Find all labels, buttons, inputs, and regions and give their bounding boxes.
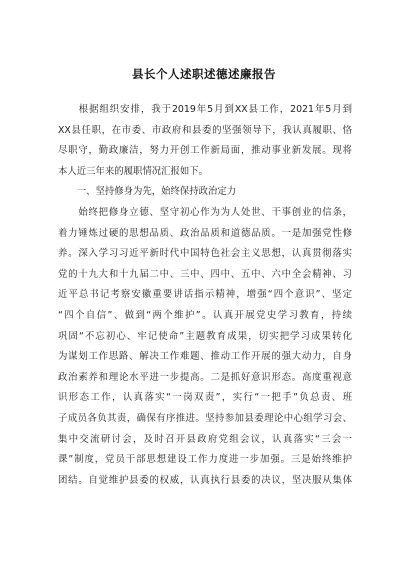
body-line: 集中交流研讨会，及时召开县政府党组会议，认真落实“三会一 [58, 433, 352, 445]
document-title: 县长个人述职述德述廉报告 [132, 67, 276, 81]
body-line: 为谋划工作思路、解决工作难题、推动工作开展的强大动力，自身 [58, 351, 352, 363]
document-body [58, 100, 352, 491]
body-line: 子成员各负其责，确保有序推进。坚持参加县委理论中心组学习会、 [58, 412, 352, 424]
body-line: 政治素养和理论水平进一步提高。二是抓好意识形态。高度重视意 [58, 371, 352, 383]
section-heading: 一、坚持修身为先，始终保持政治定力 [58, 186, 237, 198]
body-line: 近平总书记考察安徽重要讲话指示精神，增强“四个意识”、坚定 [58, 289, 352, 301]
body-line: 团结。自觉维护县委的权威，认真执行县委的决议，坚决服从集体 [58, 474, 352, 486]
body-line: XX县任职，在市委、市政府和县委的坚强领导下，我认真履职、恪 [58, 124, 352, 136]
body-line: 着力锤炼过硬的思想品质、政治品质和道德品质。一是加强党性修 [58, 227, 352, 239]
body-line: 课”制度，党员干部思想建设工作力度进一步加强。三是始终维护 [58, 454, 352, 466]
body-line: 识形态工作，认真落实“一岗双责”，实行“一把手”负总责、班 [58, 392, 352, 404]
body-line: 巩固“不忘初心、牢记使命”主题教育成果，切实把学习成果转化 [58, 330, 352, 342]
body-line: 党的十九大和十九届二中、三中、四中、五中、六中全会精神、习 [58, 268, 352, 280]
body-line: “四个自信”、做到“两个维护”。认真开展党史学习教育，持续 [58, 309, 352, 321]
body-line: 养。深入学习习近平新时代中国特色社会主义思想，认真贯彻落实 [58, 248, 352, 260]
body-line: 本人近三年来的履职情况汇报如下。 [58, 165, 209, 177]
body-line: 根据组织安排，我于2019年5月到XX县工作，2021年5月到 [58, 104, 352, 115]
body-line: 始终把修身立德、坚守初心作为为人处世、干事创业的信条， [58, 206, 352, 218]
body-line: 尽职守，勤政廉洁，努力开创工作新局面，推动事业新发展。现将 [58, 145, 352, 157]
